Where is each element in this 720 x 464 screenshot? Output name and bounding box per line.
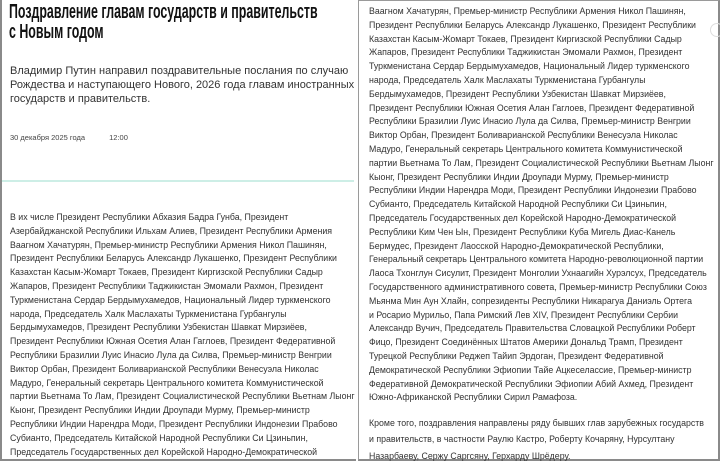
article-meta (10, 133, 150, 142)
body-line: Лаоса Тхонглун Сисулит, Президент Монголии Ухнаагийн Хурэлсух, Председатель (369, 268, 707, 279)
page-title (9, 2, 318, 42)
section-divider (2, 180, 354, 182)
body-line: Мадуро, Генеральный секретарь Центрального комитета Коммунистической (369, 143, 683, 154)
body-line: Турецкой Республики Реджеп Тайип Эрдоган, Президент Федеративной (369, 350, 664, 361)
body-line: Туркменистана Сердар Бердымухамедов, Национальный Лидер туркменского (369, 61, 690, 72)
body-line: Председатель Государственных дел Корейской Народно-Демократической (369, 212, 677, 223)
lead-line: Рождества и наступающего Нового, 2026 года главам иностранных (10, 79, 355, 91)
body-line: Бермудес, Президент Лаосской Народно-Демократической Республики, (369, 240, 664, 251)
body-line: Азербайджанской Республики Ильхам Алиев, Президент Республики Армения (10, 225, 332, 236)
body-line: Субианто, Председатель Китайской Народной Республики Си Цзиньпин, (369, 199, 667, 210)
body-line: Президент Республики Южная Осетия Алан Гаглоев, Президент Федеративной (10, 336, 336, 347)
body-line: Субианто, Председатель Китайской Народной Республики Си Цзиньпин, (10, 432, 308, 443)
body-line: Генеральный секретарь Центрального комитета Народно-революционной партии (369, 254, 704, 265)
body-line: Виктор Орбан, Президент Боливарианской Республики Венесуэла Николас (10, 363, 319, 374)
body-line: Ваагном Хачатурян, Премьер-министр Республики Армения Никол Пашинян, (10, 239, 327, 250)
title-line: с Новым годом (9, 21, 104, 43)
body-line: Федеративной Демократической Республики Эфиопии Абий Ахмед, Президент (369, 378, 694, 389)
body-line: Бердымухамедов, Президент Республики Узбекистан Шавкат Мирзиёев, (10, 322, 307, 333)
article-body-right (369, 5, 714, 464)
body-line: Республики Индии Нарендра Моди, Президент Республики Индонезии Прабово (369, 185, 697, 196)
body-line: Республики Ким Чен Ын, Президент Республики Куба Мигель Диас-Канель (369, 226, 676, 237)
body-line: Республики Индии Нарендра Моди, Президент Республики Индонезии Прабово (10, 418, 338, 429)
body-line: Кыонг, Президент Республики Индии Дроупади Мурму, Премьер-министр (369, 171, 669, 182)
body-line: Казахстан Касым-Жомарт Токаев, Президент Киргизской Республики Садыр (369, 33, 682, 44)
body-line: Казахстан Касым-Жомарт Токаев, Президент Киргизской Республики Садыр (10, 267, 323, 278)
body-line: Южно-Африканской Республики Сирил Рамафоза. (369, 392, 578, 403)
body-line: Александр Вучич, Председатель Правительства Словацкой Республики Роберт (369, 323, 696, 334)
body-line: Президент Республики Южная Осетия Алан Гаглоев, Президент Федеративной (369, 102, 695, 113)
body-line: Туркменистана Сердар Бердымухамедов, Национальный Лидер туркменского (10, 294, 331, 305)
body-line: Республики Бразилии Луис Инасио Лула да Силва, Премьер-министр Венгрии (10, 349, 332, 360)
lead-line: государств и правительств. (10, 93, 151, 105)
right-article-panel (358, 0, 720, 461)
body-line: народа, Председатель Халк Маслахаты Туркменистана Гурбангулы (10, 308, 287, 319)
body-line: народа, Председатель Халк Маслахаты Туркменистана Гурбангулы (369, 74, 646, 85)
body-line: Председатель Государственных дел Корейской Народно-Демократической (10, 446, 318, 457)
body-line: и правительств, в частности Раулю Кастро, Роберту Кочаряну, Нурсултану (369, 434, 675, 445)
article-body-left (10, 211, 355, 459)
body-line: и Росарио Мурильо, Папа Римский Лев XIV, Президент Республики Сербии (369, 309, 679, 320)
body-line: Кроме того, поздравления направлены ряду бывших глав зарубежных государств (369, 418, 704, 429)
body-line: Демократической Республики Эфиопии Тайе Ацкеселассие, Премьер-министр (369, 364, 692, 375)
article-date: 30 декабря 2025 года (10, 133, 86, 142)
left-article-panel (0, 0, 356, 461)
body-line: Виктор Орбан, Президент Боливарианской Республики Венесуэла Николас (369, 130, 678, 141)
body-line: Назарбаеву, Сержу Саргсяну, Герхарду Шрёдеру. (369, 450, 571, 461)
body-line: Президент Республики Беларусь Александр Лукашенко, Президент Республики (369, 19, 696, 30)
body-line: Государственного административного совета, Премьер-министр Республики Союз (369, 281, 707, 292)
body-line: Фицо, Президент Соединённых Штатов Америки Дональд Трамп, Президент (369, 337, 683, 348)
closing-paragraph (369, 415, 714, 464)
body-line: партии Вьетнама То Лам, Президент Социалистической Республики Вьетнам Лыонг (369, 157, 714, 168)
body-line: Республики Бразилии Луис Инасио Лула да Силва, Премьер-министр Венгрии (369, 116, 691, 127)
body-line: Бердымухамедов, Президент Республики Узбекистан Шавкат Мирзиёев, (369, 88, 666, 99)
article-time: 12:00 (109, 133, 128, 142)
body-line: Ваагном Хачатурян, Премьер-министр Республики Армения Никол Пашинян, (369, 6, 686, 16)
body-line: Жапаров, Президент Республики Таджикистан Эмомали Рахмон, Президент (10, 280, 324, 291)
body-line: Мьянма Мин Аун Хлайн, сопрезиденты Республики Никарагуа Даниэль Ортега (369, 295, 692, 306)
body-line: Жапаров, Президент Республики Таджикистан Эмомали Рахмон, Президент (369, 47, 683, 58)
lead-line: Владимир Путин направил поздравительные послания по случаю (10, 65, 349, 77)
body-line: Кыонг, Президент Республики Индии Дроупади Мурму, Премьер-министр (10, 405, 310, 416)
body-line: Президент Республики Беларусь Александр Лукашенко, Президент Республики (10, 253, 337, 264)
scroll-indicator-icon[interactable] (710, 23, 720, 37)
title-line: Поздравление главам государств и правительств (9, 1, 318, 23)
body-line: партии Вьетнама То Лам, Президент Социалистической Республики Вьетнам Лыонг (10, 391, 355, 402)
body-line: В их числе Президент Республики Абхазия Бадра Гунба, Президент (10, 212, 289, 222)
body-line: Мадуро, Генеральный секретарь Центрального комитета Коммунистической (10, 377, 324, 388)
article-lead (10, 64, 354, 106)
